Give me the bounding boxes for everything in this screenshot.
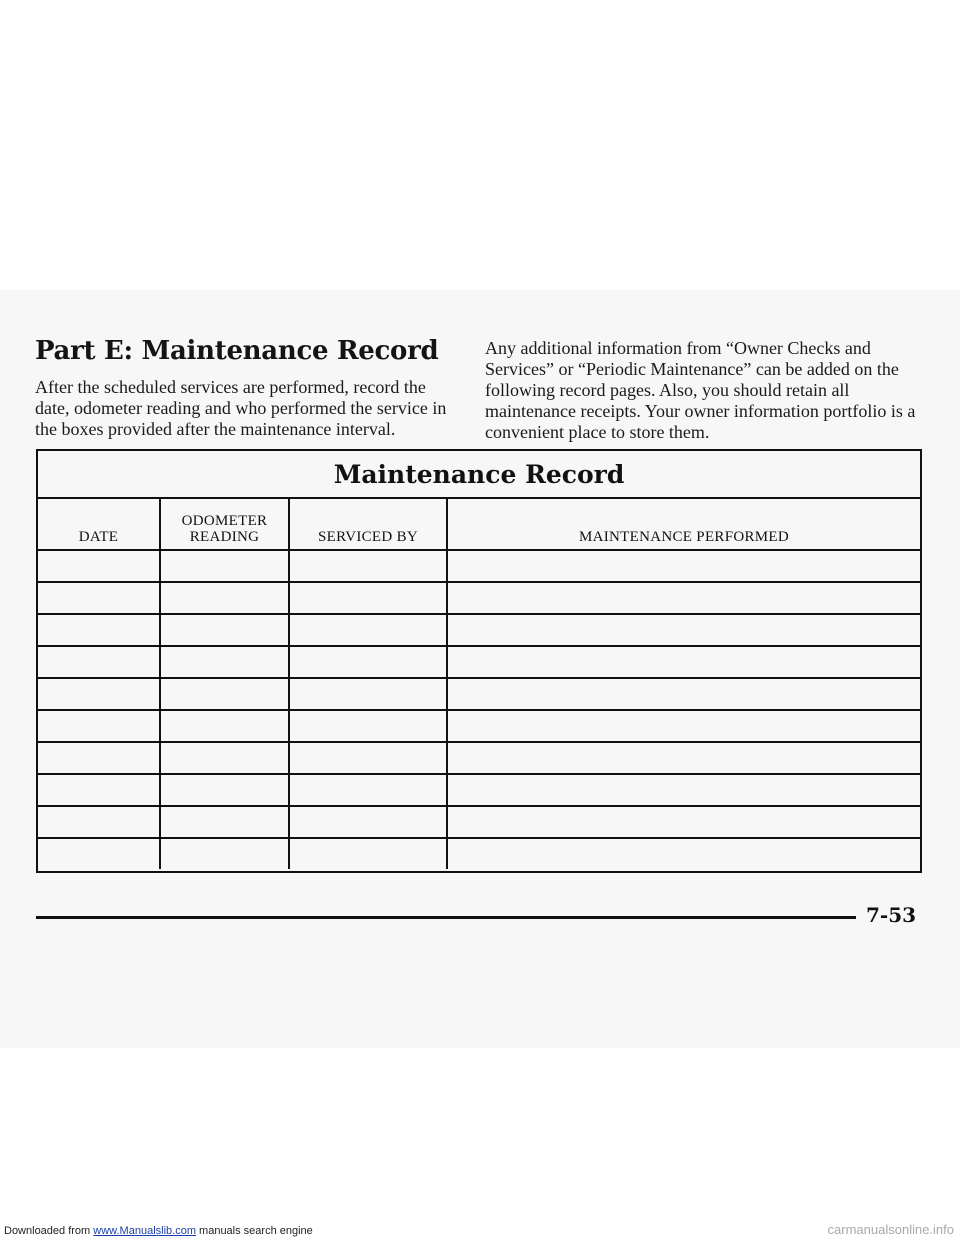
maintenance-cell — [447, 838, 920, 869]
manualslib-link[interactable]: www.Manualslib.com — [93, 1225, 196, 1237]
maintenance-cell — [447, 806, 920, 838]
download-footer-prefix: Downloaded from — [4, 1225, 94, 1237]
download-footer — [4, 1225, 313, 1237]
serviced-by-cell — [289, 550, 447, 582]
page-number: 7-53 — [866, 903, 917, 927]
serviced-by-cell — [289, 614, 447, 646]
date-cell — [38, 614, 160, 646]
maintenance-cell — [447, 582, 920, 614]
record-table-header — [38, 498, 920, 550]
odometer-cell — [160, 806, 289, 838]
maintenance-cell — [447, 614, 920, 646]
date-cell — [38, 774, 160, 806]
record-table-body — [38, 550, 920, 869]
record-heading: Maintenance Record — [38, 451, 920, 499]
table-row — [38, 614, 920, 646]
date-cell — [38, 678, 160, 710]
table-row — [38, 838, 920, 869]
maintenance-record-form — [36, 449, 922, 873]
date-cell — [38, 646, 160, 678]
date-cell — [38, 582, 160, 614]
column-header-odometer — [160, 498, 289, 550]
maintenance-cell — [447, 550, 920, 582]
date-cell — [38, 838, 160, 869]
footer-rule — [36, 916, 856, 919]
table-row — [38, 774, 920, 806]
download-footer-suffix: manuals search engine — [195, 1225, 313, 1237]
odometer-cell — [160, 550, 289, 582]
table-row — [38, 806, 920, 838]
table-row — [38, 550, 920, 582]
watermark: carmanualsonline.info — [827, 1222, 954, 1237]
serviced-by-cell — [289, 774, 447, 806]
column-header-date: DATE — [38, 498, 160, 550]
maintenance-cell — [447, 710, 920, 742]
intro-paragraph-right: Any additional information from “Owner Checks and Services” or “Periodic Maintenance” can be added on the following record pages. Also, you should retain all maintenance receipts. Your owner information portfolio is a convenient place to store them. — [485, 338, 916, 442]
serviced-by-cell — [289, 838, 447, 869]
column-header-maintenance: MAINTENANCE PERFORMED — [447, 498, 920, 550]
serviced-by-cell — [289, 678, 447, 710]
odometer-cell — [160, 582, 289, 614]
serviced-by-cell — [289, 742, 447, 774]
odometer-cell — [160, 646, 289, 678]
odometer-cell — [160, 678, 289, 710]
table-row — [38, 582, 920, 614]
odometer-cell — [160, 838, 289, 869]
maintenance-cell — [447, 742, 920, 774]
odometer-cell — [160, 614, 289, 646]
serviced-by-cell — [289, 806, 447, 838]
maintenance-cell — [447, 678, 920, 710]
maintenance-cell — [447, 646, 920, 678]
serviced-by-cell — [289, 582, 447, 614]
section-title: Part E: Maintenance Record — [35, 336, 439, 366]
table-row — [38, 678, 920, 710]
table-row — [38, 742, 920, 774]
intro-paragraph-left: After the scheduled services are performed, record the date, odometer reading and who performed the service in the boxes provided after the maintenance interval. — [35, 377, 447, 439]
column-header-odometer-line2: READING — [189, 529, 260, 545]
odometer-cell — [160, 742, 289, 774]
table-row — [38, 646, 920, 678]
record-table — [38, 497, 920, 869]
date-cell — [38, 742, 160, 774]
column-header-serviced-by: SERVICED BY — [289, 498, 447, 550]
table-row — [38, 710, 920, 742]
date-cell — [38, 710, 160, 742]
date-cell — [38, 806, 160, 838]
serviced-by-cell — [289, 646, 447, 678]
maintenance-cell — [447, 774, 920, 806]
column-header-odometer-line1: ODOMETER — [181, 513, 268, 529]
serviced-by-cell — [289, 710, 447, 742]
odometer-cell — [160, 710, 289, 742]
date-cell — [38, 550, 160, 582]
odometer-cell — [160, 774, 289, 806]
